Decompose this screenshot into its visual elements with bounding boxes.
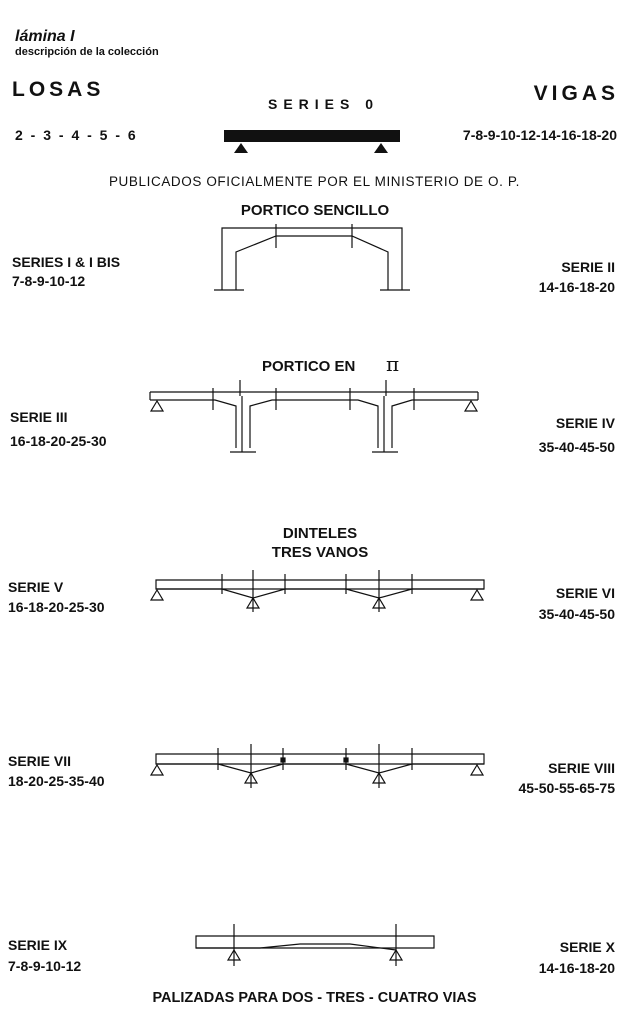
series0-beam-diagram <box>224 130 400 153</box>
serie-ix-values: 7-8-9-10-12 <box>8 958 82 974</box>
serie-x-values: 14-16-18-20 <box>538 960 615 976</box>
serie-v-label: SERIE V <box>8 579 64 595</box>
portico-sencillo-diagram <box>214 224 410 290</box>
collection-description: descripción de la colección <box>15 46 159 58</box>
lamina-title: lámina I <box>15 28 75 45</box>
palizadas-diagram <box>196 924 434 966</box>
series-i-label: SERIES I & I BIS <box>12 254 121 270</box>
tres-vanos-title: TRES VANOS <box>271 544 369 561</box>
dinteles-title: DINTELES <box>282 525 358 542</box>
pi-symbol: π <box>386 352 400 376</box>
serie-iv-label: SERIE IV <box>555 415 615 431</box>
serie-iii-label: SERIE III <box>10 409 68 425</box>
losas-values: 2 - 3 - 4 - 5 - 6 <box>15 127 138 143</box>
serie-vii-values: 18-20-25-35-40 <box>8 773 105 789</box>
published-note: PUBLICADOS OFICIALMENTE POR EL MINISTERIO DE O. P. <box>108 174 521 189</box>
serie-iv-values: 35-40-45-50 <box>538 439 615 455</box>
portico-pi-title: PORTICO EN <box>262 358 356 375</box>
serie-vi-label: SERIE VI <box>555 585 615 601</box>
series-i-values: 7-8-9-10-12 <box>12 273 86 289</box>
serie-viii-values: 45-50-55-65-75 <box>518 780 615 796</box>
series-vii-diagram <box>151 744 484 788</box>
vigas-values: 7-8-9-10-12-14-16-18-20 <box>462 127 617 143</box>
serie-ii-label: SERIE II <box>561 259 615 275</box>
serie-x-label: SERIE X <box>559 939 615 955</box>
portico-sencillo-title: PORTICO SENCILLO <box>240 202 390 219</box>
dinteles-diagram <box>151 570 484 612</box>
serie-viii-label: SERIE VIII <box>548 760 615 776</box>
vigas-heading: VIGAS <box>533 82 619 105</box>
portico-pi-diagram <box>150 380 478 452</box>
serie-ix-label: SERIE IX <box>8 937 68 953</box>
series0-heading: SERIES 0 <box>268 96 380 112</box>
serie-ii-values: 14-16-18-20 <box>538 279 615 295</box>
serie-vii-label: SERIE VII <box>8 753 72 769</box>
palizadas-caption: PALIZADAS PARA DOS - TRES - CUATRO VIAS <box>152 990 477 1006</box>
serie-vi-values: 35-40-45-50 <box>538 606 615 622</box>
serie-iii-values: 16-18-20-25-30 <box>10 433 107 449</box>
losas-heading: LOSAS <box>12 78 105 101</box>
serie-v-values: 16-18-20-25-30 <box>8 599 105 615</box>
